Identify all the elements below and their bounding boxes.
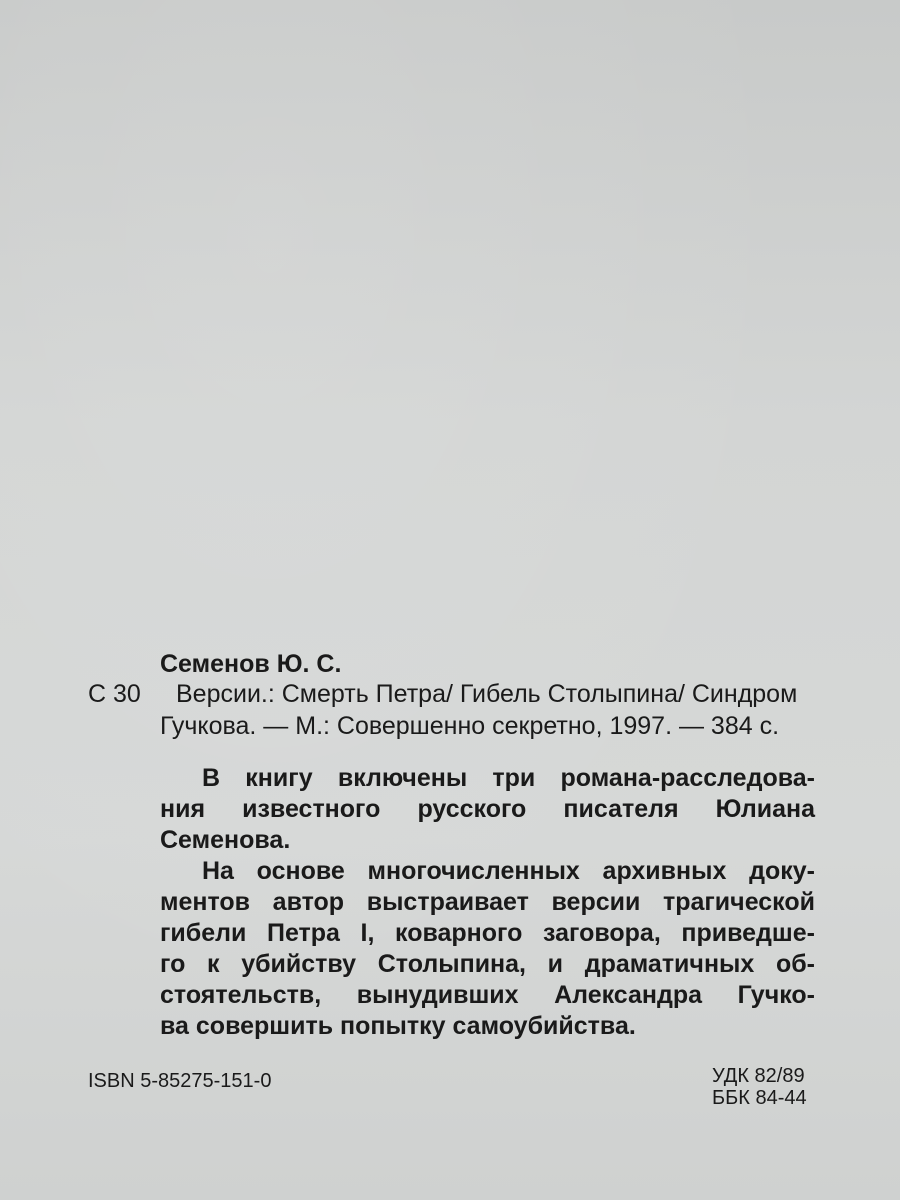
catalog-index: С 30: [88, 680, 141, 708]
annotation-line: В книгу включены три романа-расследова-: [202, 764, 815, 792]
annotation-line: ментов автор выстраивает версии трагической: [160, 888, 815, 916]
bbk-code: ББК 84-44: [712, 1087, 807, 1109]
annotation-line: гибели Петра I, коварного заговора, приведше-: [160, 919, 815, 947]
annotation-line: ва совершить попытку самоубийства.: [160, 1012, 636, 1040]
annotation-line: На основе многочисленных архивных доку-: [202, 857, 815, 885]
author-name: Семенов Ю. С.: [160, 650, 342, 678]
annotation-text: [160, 763, 815, 1042]
bibliographic-line-1: Версии.: Смерть Петра/ Гибель Столыпина/ Синдром: [176, 680, 798, 708]
udk-code: УДК 82/89: [712, 1065, 805, 1087]
annotation-line: Семенова.: [160, 826, 291, 854]
annotation-line: ния известного русского писателя Юлиана: [160, 795, 815, 823]
annotation-line: го к убийству Столыпина, и драматичных об-: [160, 950, 815, 978]
isbn-number: ISBN 5-85275-151-0: [88, 1070, 272, 1092]
bibliographic-line-2: Гучкова. — М.: Совершенно секретно, 1997. — 384 с.: [160, 712, 780, 740]
annotation-line: стоятельств, вынудивших Александра Гучко-: [160, 981, 815, 1009]
